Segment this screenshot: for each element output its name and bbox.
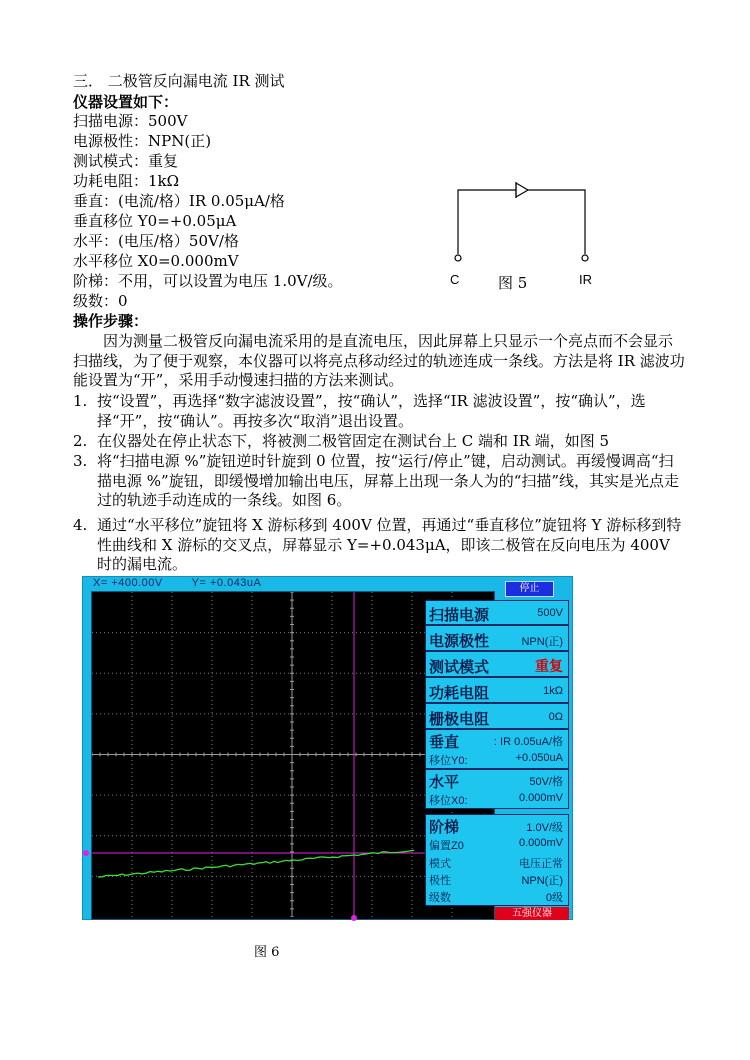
scan-value: 500V bbox=[537, 607, 563, 619]
panel-scan bbox=[425, 600, 569, 625]
stop-status-button[interactable]: 停止 bbox=[505, 581, 554, 597]
setting-vertical-shift: 垂直移位 Y0=+0.05μA bbox=[73, 212, 237, 230]
step-label: 阶梯 bbox=[429, 819, 460, 836]
vertical-shift-label: 移位Y0: bbox=[429, 755, 468, 767]
gate-label: 栅极电阻 bbox=[429, 711, 490, 728]
mode-value: 重复 bbox=[535, 658, 563, 674]
step-2-text: 在仪器处在停止状态下，将被测二极管固定在测试台上 C 端和 IR 端，如图 5 bbox=[97, 432, 610, 450]
x-readout: X= +400.00V bbox=[93, 577, 163, 589]
setting-count: 级数：0 bbox=[73, 292, 128, 310]
scan-label: 扫描电源 bbox=[429, 607, 490, 624]
section-heading: 三． 二极管反向漏电流 IR 测试 bbox=[73, 72, 285, 90]
step-3-number: 3. bbox=[73, 452, 88, 470]
mode-label: 测试模式 bbox=[429, 659, 490, 676]
power-value: 1kΩ bbox=[543, 685, 563, 697]
horizontal-shift-label: 移位X0: bbox=[429, 795, 468, 807]
brand-badge: 五强仪器 bbox=[495, 907, 569, 920]
setting-scan: 扫描电源：500V bbox=[73, 112, 188, 130]
step-4-number: 4. bbox=[73, 516, 88, 534]
panel-polarity bbox=[425, 625, 569, 651]
panel-horizontal bbox=[425, 769, 569, 809]
figure-5-caption: 图 5 bbox=[498, 274, 528, 292]
polarity-value: NPN(正) bbox=[521, 636, 563, 648]
panel-gate-resistor bbox=[425, 703, 569, 729]
setting-vertical: 垂直：(电流/格）IR 0.05μA/格 bbox=[73, 192, 285, 210]
horizontal-label: 水平 bbox=[429, 774, 460, 791]
intro-paragraph: 因为测量二极管反向漏电流采用的是直流电压，因此屏幕上只显示一个亮点而不会显示扫描线，为了便于观察，本仪器可以将亮点移动经过的轨迹连成一条线。方法是将 IR 滤波功能设置为“开”，采用手动慢速扫描的方法来测试。 bbox=[73, 332, 685, 389]
vertical-shift-value: +0.050uA bbox=[515, 752, 563, 764]
step-4-text: 通过“水平移位”旋钮将 X 游标移到 400V 位置，再通过“垂直移位”旋钮将 Y 游标移到特性曲线和 X 游标的交叉点，屏幕显示 Y=+0.043μA，即该二极管在反向电压为 400V 时的漏电流。 bbox=[97, 516, 682, 573]
setting-polarity: 电源极性：NPN(正) bbox=[73, 132, 212, 150]
steps-title: 操作步骤： bbox=[73, 312, 149, 330]
panel-step bbox=[425, 814, 569, 906]
bias-value: 0.000mV bbox=[518, 837, 563, 849]
bias-label: 偏置Z0 bbox=[429, 840, 464, 852]
step-2-number: 2. bbox=[73, 432, 88, 450]
setting-horizontal: 水平：(电压/格）50V/格 bbox=[73, 232, 239, 250]
step-mode-value: 电压正常 bbox=[519, 858, 563, 870]
setting-horizontal-shift: 水平移位 X0=0.000mV bbox=[73, 252, 239, 270]
setting-step: 阶梯：不用，可以设置为电压 1.0V/级。 bbox=[73, 272, 343, 290]
vertical-label: 垂直 bbox=[429, 734, 460, 751]
panel-mode bbox=[425, 651, 569, 677]
step-value: 1.0V/级 bbox=[526, 822, 563, 834]
y-readout: Y= +0.043uA bbox=[191, 577, 262, 589]
vertical-value: : IR 0.05uA/格 bbox=[493, 736, 563, 748]
diode-symbol bbox=[440, 172, 620, 292]
instrument-screen bbox=[82, 576, 573, 920]
terminal-c-label: C bbox=[450, 272, 460, 287]
terminal-ir-label: IR bbox=[579, 272, 592, 287]
setting-mode: 测试模式：重复 bbox=[73, 152, 179, 170]
step-3-text: 将“扫描电源 %”旋钮逆时针旋到 0 位置，按“运行/停止”键，启动测试。再缓慢调高“扫描电源 %”旋钮，即缓慢增加输出电压，屏幕上出现一条人为的“扫描”线，其实是光点走过的轨迹手动连成的一条线。如图 6。 bbox=[97, 452, 680, 509]
step-count-value: 0级 bbox=[545, 892, 563, 904]
settings-title: 仪器设置如下： bbox=[73, 93, 179, 111]
horizontal-value: 50V/格 bbox=[529, 776, 563, 788]
step-count-label: 级数 bbox=[429, 892, 451, 904]
step-1-number: 1. bbox=[73, 392, 88, 410]
step-polarity-value: NPN(正) bbox=[521, 875, 563, 887]
panel-power-resistor bbox=[425, 677, 569, 703]
polarity-label: 电源极性 bbox=[429, 633, 490, 650]
panel-vertical bbox=[425, 729, 569, 769]
gate-value: 0Ω bbox=[548, 711, 563, 723]
step-1-text: 按“设置”，再选择“数字滤波设置”，按“确认”，选择“IR 滤波设置”，按“确认”，选择“开”，按“确认”。再按多次“取消”退出设置。 bbox=[97, 392, 646, 430]
step-mode-label: 模式 bbox=[429, 858, 451, 870]
diode-circuit-figure bbox=[440, 172, 620, 292]
power-label: 功耗电阻 bbox=[429, 685, 490, 702]
figure-6-caption: 图 6 bbox=[254, 945, 280, 960]
step-polarity-label: 极性 bbox=[429, 875, 451, 887]
setting-resistor: 功耗电阻：1kΩ bbox=[73, 172, 180, 190]
horizontal-shift-value: 0.000mV bbox=[518, 792, 563, 804]
